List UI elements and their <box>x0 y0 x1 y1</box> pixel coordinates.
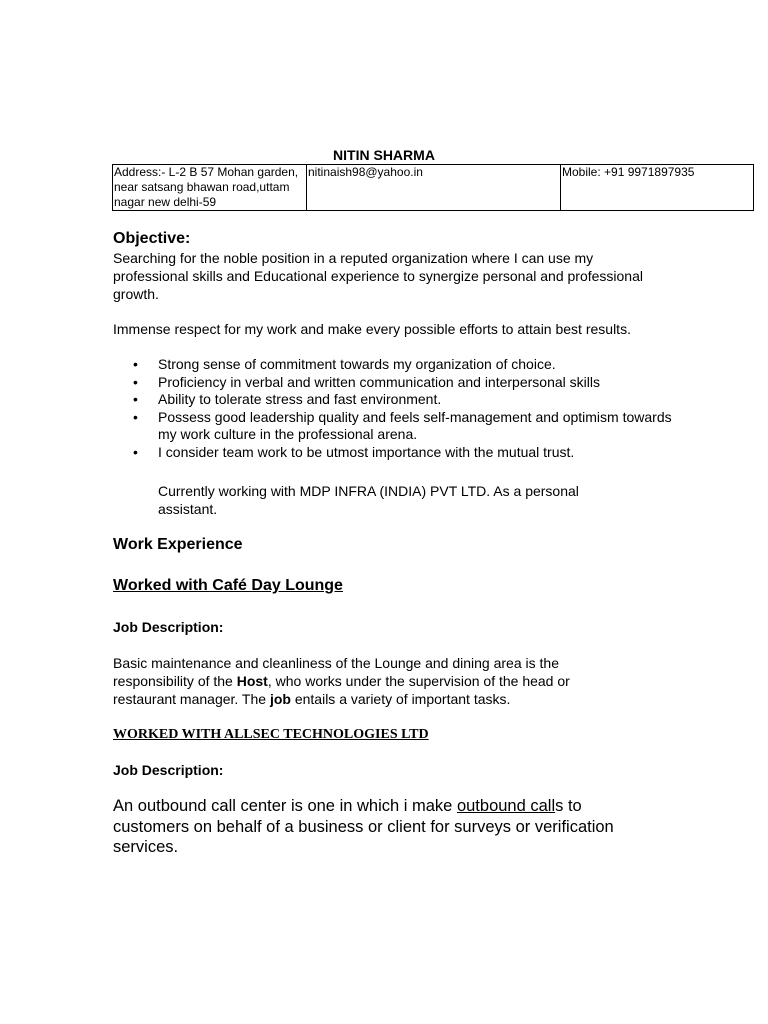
allsec-heading: WORKED WITH ALLSEC TECHNOLOGIES LTD <box>113 727 429 742</box>
respect-paragraph: Immense respect for my work and make every possible efforts to attain best results. <box>113 321 631 337</box>
strengths-list <box>113 356 673 462</box>
objective-paragraph: Searching for the noble position in a reputed organization where I can use my professional skills and Educational experience to synergize personal and professional growth. <box>113 250 643 302</box>
list-item-text: Ability to tolerate stress and fast environment. <box>158 391 442 408</box>
cafe-job-description: Basic maintenance and cleanliness of the Lounge and dining area is the responsibility of the Host, who works under the supervision of the head or restaurant manager. The job entails a variety of important tasks. <box>113 655 570 707</box>
current-employment: Currently working with MDP INFRA (INDIA) PVT LTD. As a personal assistant. <box>158 483 579 517</box>
list-item <box>113 374 673 392</box>
cafe-job-description-label: Job Description: <box>113 619 224 635</box>
candidate-name: NITIN SHARMA <box>333 147 435 163</box>
contact-table <box>112 164 754 211</box>
allsec-job-description: An outbound call center is one in which i make outbound calls to customers on behalf of a business or client for surveys or verification services. <box>113 797 614 856</box>
list-item-text: I consider team work to be utmost importance with the mutual trust. <box>158 443 575 460</box>
list-item <box>113 444 673 462</box>
bullet-icon: • <box>133 443 138 460</box>
list-item <box>113 391 673 409</box>
objective-heading: Objective: <box>113 230 191 247</box>
outbound-call-link[interactable]: outbound call <box>456 797 556 815</box>
work-experience-heading: Work Experience <box>113 536 243 553</box>
email-cell: nitinaish98@yahoo.in <box>307 165 561 211</box>
bullet-icon: • <box>133 356 138 372</box>
bullet-icon: • <box>133 373 138 390</box>
list-item-text: Strong sense of commitment towards my organization of choice. <box>158 356 556 372</box>
bullet-icon: • <box>133 408 138 425</box>
bullet-icon: • <box>133 391 138 408</box>
cafe-heading: Worked with Café Day Lounge <box>113 577 343 594</box>
list-item <box>113 409 673 444</box>
list-item-text: Proficiency in verbal and written communication and interpersonal skills <box>158 373 600 390</box>
list-item <box>113 356 673 374</box>
list-item-text: Possess good leadership quality and feels self-management and optimism towards my work culture in the professional arena. <box>158 408 672 443</box>
allsec-job-description-label: Job Description: <box>113 762 224 778</box>
mobile-cell: Mobile: +91 9971897935 <box>561 165 754 211</box>
address-cell: Address:- L-2 B 57 Mohan garden, near satsang bhawan road,uttam nagar new delhi-59 <box>113 165 307 211</box>
